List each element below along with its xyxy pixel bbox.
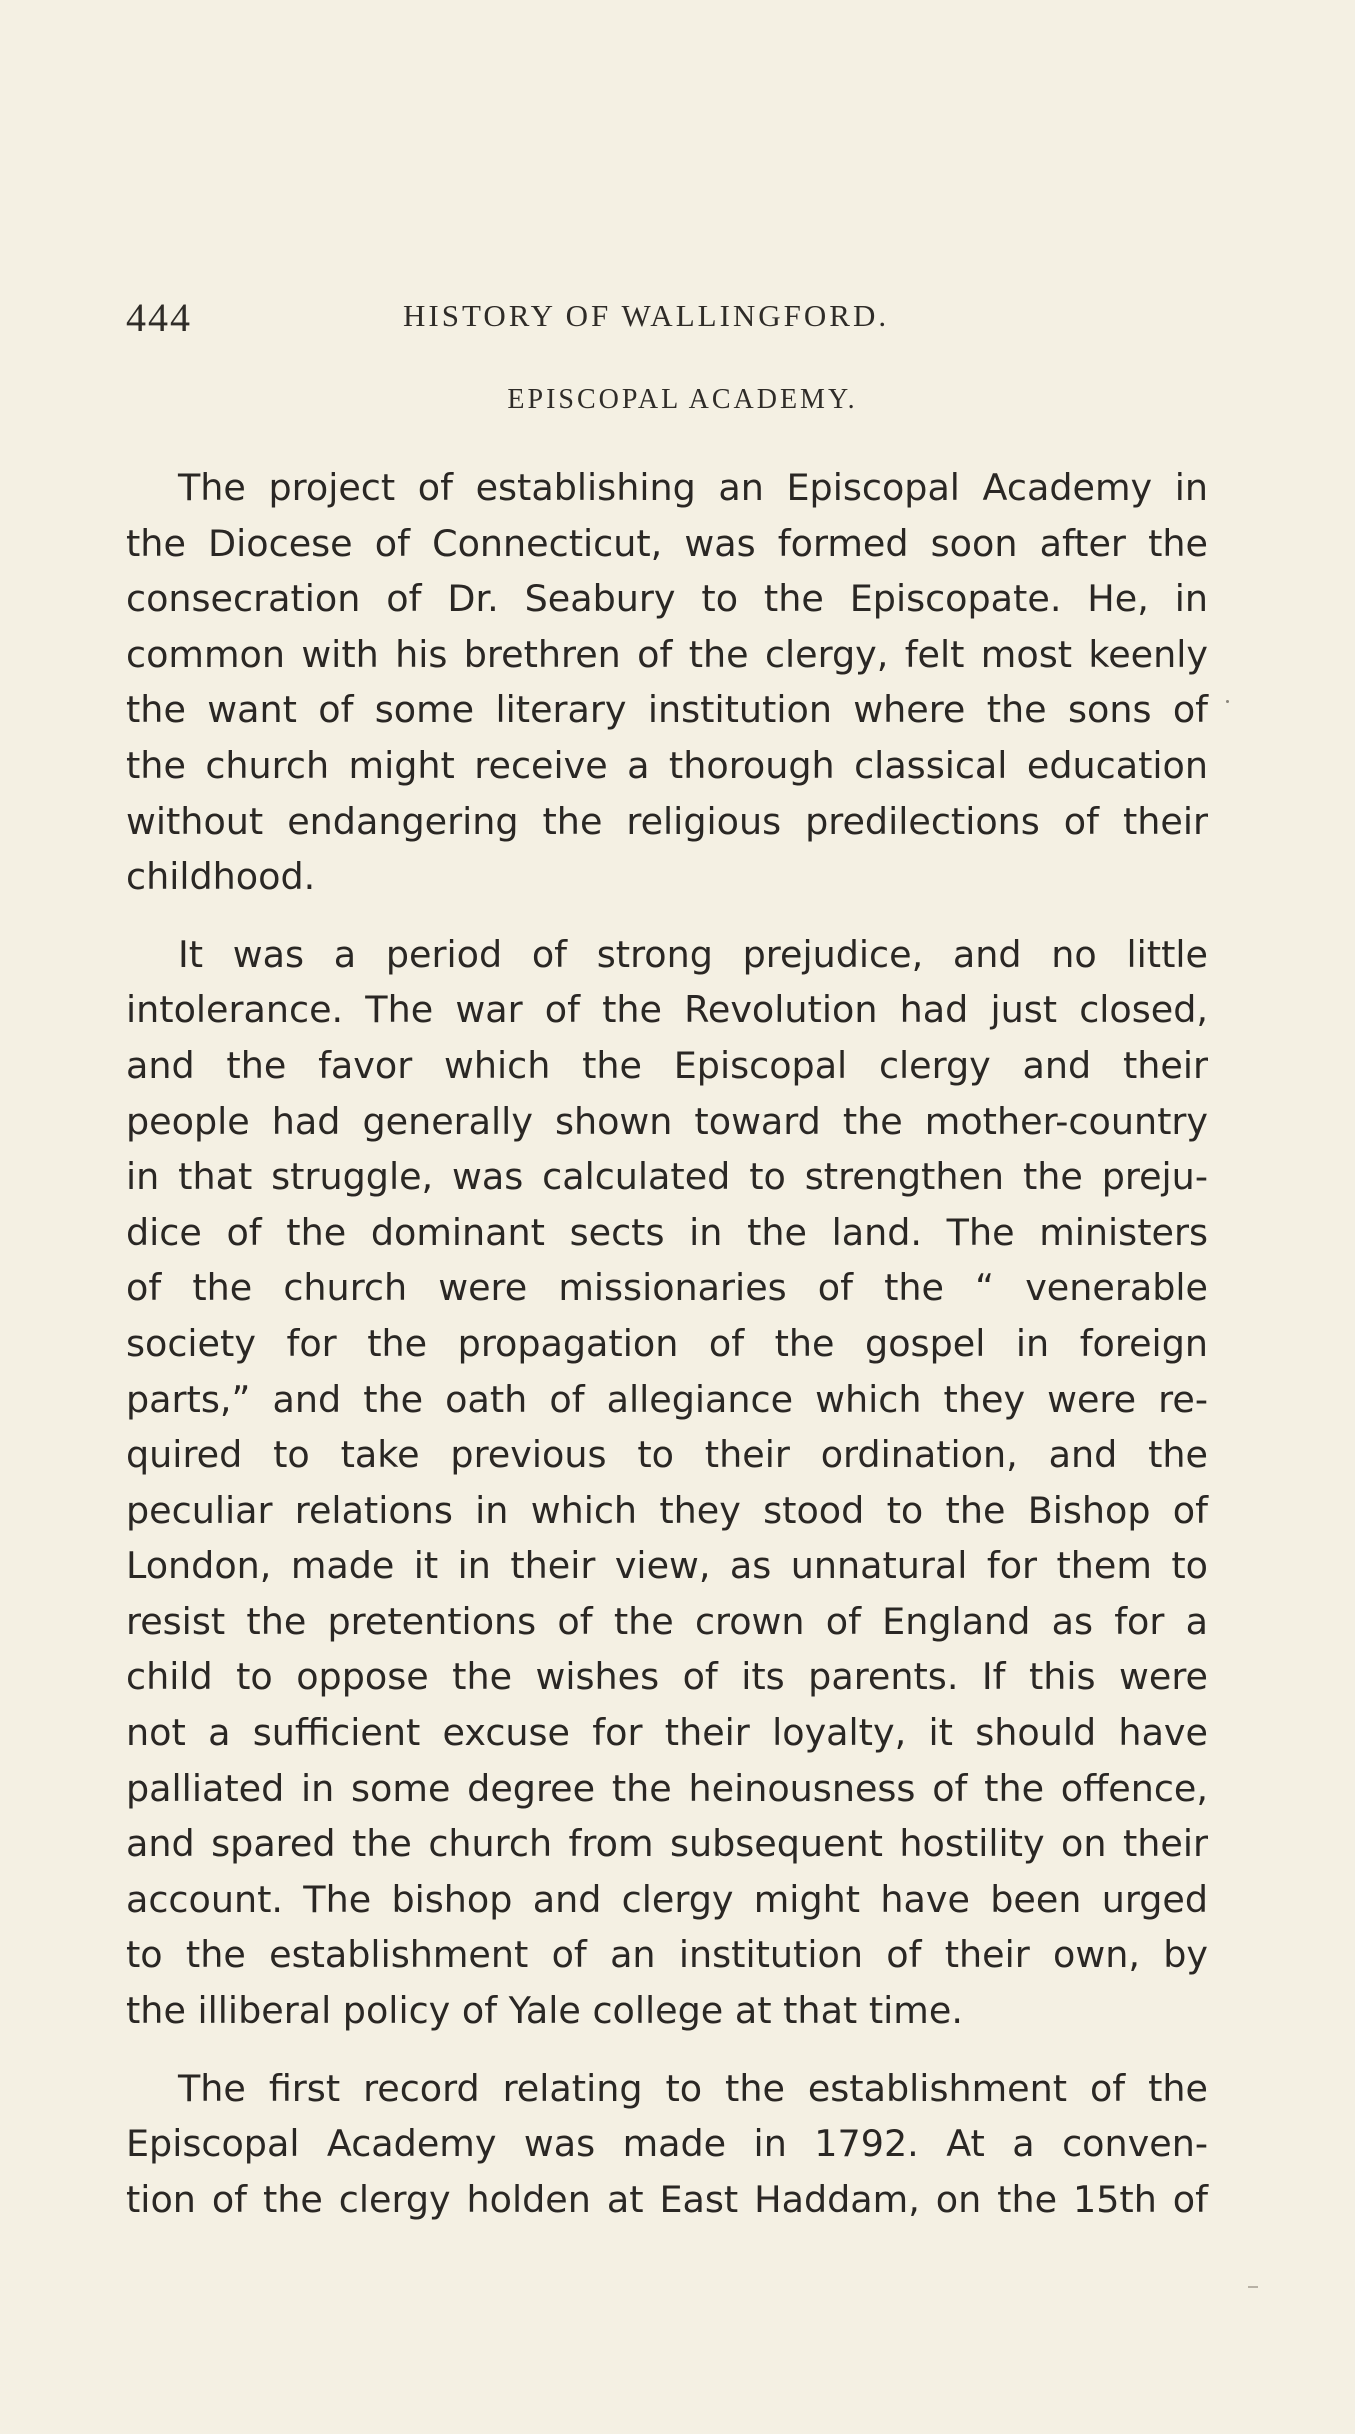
text-line: the illiberal policy of Yale college at that time. (126, 1989, 963, 2033)
text-line: to the establishment of an institution of their own, by (126, 1933, 1208, 1977)
text-line: The project of establishing an Episcopal Academy in (178, 466, 1208, 509)
text-line: people had generally shown toward the mother-country (126, 1099, 1208, 1143)
text-line: dice of the dominant sects in the land. The ministers (126, 1210, 1208, 1254)
text-line: peculiar relations in which they stood to the Bishop of (126, 1488, 1208, 1532)
text-line: of the church were missionaries of the “ venerable (126, 1266, 1208, 1310)
running-title: HISTORY OF WALLINGFORD. (403, 298, 890, 333)
text-line: consecration of Dr. Seabury to the Episcopate. He, in (126, 577, 1208, 621)
text-line: in that struggle, was calculated to strengthen the preju- (126, 1155, 1208, 1199)
text-line: society for the propagation of the gospel in foreign (126, 1321, 1208, 1365)
text-line: account. The bishop and clergy might have been urged (126, 1877, 1208, 1921)
text-line: Episcopal Academy was made in 1792. At a conven- (126, 2122, 1208, 2166)
text-line: intolerance. The war of the Revolution had just closed, (126, 988, 1208, 1032)
text-line: child to oppose the wishes of its parents. If this were (126, 1655, 1208, 1699)
text-line: not a sufficient excuse for their loyalty, it should have (126, 1711, 1208, 1755)
paragraph-3 (126, 2061, 1208, 2228)
running-header (126, 292, 1208, 344)
paragraph-2 (126, 927, 1208, 2039)
text-line: the want of some literary institution where the sons of (126, 688, 1208, 732)
page-number: 444 (126, 295, 192, 340)
text-line: childhood. (126, 855, 316, 899)
text-line: London, made it in their view, as unnatural for them to (126, 1544, 1208, 1588)
text-line: common with his brethren of the clergy, felt most keenly (126, 632, 1208, 676)
text-line: parts,” and the oath of allegiance which they were re- (126, 1377, 1208, 1421)
text-line: It was a period of strong prejudice, and no little (178, 932, 1208, 976)
body-text (126, 460, 1208, 2249)
text-line: palliated in some degree the heinousness of the offence, (126, 1766, 1208, 1810)
text-line: without endangering the religious predilections of their (126, 799, 1208, 843)
text-line: and the favor which the Episcopal clergy and their (126, 1043, 1208, 1087)
paragraph-1 (126, 460, 1208, 905)
margin-speck (1226, 700, 1229, 703)
text-line: the Diocese of Connecticut, was formed soon after the (126, 521, 1208, 565)
text-line: quired to take previous to their ordination, and the (126, 1433, 1208, 1477)
text-line: tion of the clergy holden at East Haddam, on the 15th of (126, 2177, 1208, 2221)
margin-speck (1248, 2286, 1258, 2288)
text-line: resist the pretentions of the crown of England as for a (126, 1599, 1208, 1643)
text-line: and spared the church from subsequent hostility on their (126, 1822, 1208, 1866)
section-heading: EPISCOPAL ACADEMY. (507, 384, 858, 415)
text-line: the church might receive a thorough classical education (126, 743, 1208, 787)
text-line: The first record relating to the establishment of the (178, 2066, 1208, 2110)
